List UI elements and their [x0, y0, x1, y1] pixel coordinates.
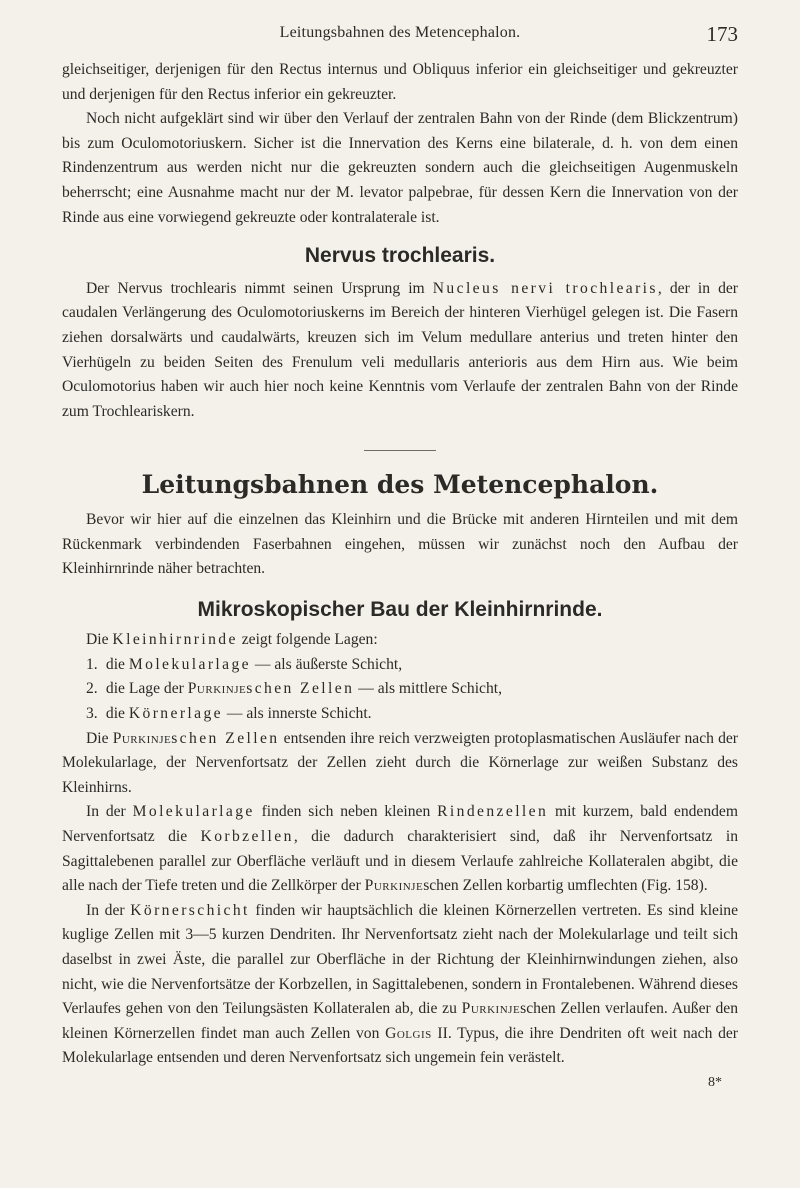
paragraph-continuation: gleichseitiger, derjenigen für den Rectus internus und Obliquus inferior ein gleichseitiger und gekreuzter und derjenigen für den Rectus inferior ein gekreuzter. — [62, 61, 738, 103]
text: die Lage der — [105, 680, 188, 698]
term: Rindenzellen — [437, 803, 549, 821]
paragraph-koernerschicht — [62, 899, 738, 1071]
term: schen Zellen — [171, 729, 280, 747]
term: Molekularlage — [132, 803, 255, 821]
text: II. Typus, die ihre Dendriten oft weit nach der Molekularlage entsenden und deren Nervenfortsatz sich ungemein fein verästelt. — [62, 1024, 739, 1067]
author-name: Golgis — [385, 1024, 432, 1042]
list-item — [62, 677, 738, 702]
author-name: Purkinje — [461, 1000, 521, 1018]
text: zeigt folgende Lagen: — [237, 631, 378, 649]
section-heading-nervus-trochlearis: Nervus trochlearis. — [304, 244, 496, 268]
text: Die — [86, 631, 113, 649]
paragraph-trochlearis — [62, 277, 738, 425]
text: mit kurzem, bald endendem Nervenfortsatz die — [62, 803, 738, 846]
text: entsenden ihre reich verzweigten protoplasmatischen Ausläufer nach der Molekularlage, der Nervenfortsatz der Zellen zieht durch die Körnerlage zur weißen Substanz des Kleinhirns. — [62, 729, 738, 796]
text: In der — [86, 901, 131, 919]
page-number: 173 — [706, 22, 738, 46]
term: Körnerschicht — [130, 901, 250, 919]
text: , der in der caudalen Verlängerung des Oculomotoriuskerns im Bereich der hinteren Vierhügel gelegen ist. Die Fasern ziehen dorsalwärts und caudalwärts, kreuzen sich im Velum medullare anterius und treten hinter den Vierhügeln zu beiden Seiten des Frenulum veli medullaris anterioris aus dem Hirn aus. Wie beim Oculomotorius haben wir auch hier noch keine Kenntnis vom Verlaufe der zentralen Bahn von der Rinde zum Trochleariskern. — [62, 279, 739, 420]
paragraph-molekularlage — [62, 800, 738, 898]
list-item — [62, 702, 738, 727]
section-heading-mikroskopischer-bau: Mikroskopischer Bau der Kleinhirnrinde. — [197, 597, 603, 621]
paragraph-zentrale-bahn: Noch nicht aufgeklärt sind wir über den Verlauf der zentralen Bahn von der Rinde (dem Blickzentrum) bis zum Oculomotoriuskern. Sicher ist die Innervation des Kerns eine bilaterale, d. h. von dem einen Rindenzentrum aus werden nicht nur die gekreuzten sondern auch die gleichseitigen Augenmuskeln beherrscht; eine Ausnahme macht nur der M. levator palpebrae, für dessen Kern die Innervation von der Rinde aus eine vorwiegend gekreuzte oder kontralaterale ist. — [62, 110, 738, 226]
text: finden sich neben kleinen — [254, 803, 438, 821]
running-head: Leitungsbahnen des Metencephalon. — [279, 24, 521, 41]
paragraph-lagen — [62, 628, 738, 653]
text: , die dadurch charakterisiert sind, daß ihr Nervenfortsatz in Sagittalebenen parallel zur Oberfläche verläuft und in diesem Verlaufe zahlreiche Kollateralen abgibt, die alle nach der Tiefe treten und die Zellkörper der — [62, 828, 738, 895]
text: Der Nervus trochlearis nimmt seinen Ursprung im — [86, 279, 433, 297]
author-name: Purkinje — [364, 877, 424, 895]
text: Die — [86, 729, 113, 747]
text: schen Zellen korbartig umflechten (Fig. 158). — [423, 877, 708, 895]
paragraph-intro: Bevor wir hier auf die einzelnen das Kleinhirn und die Brücke mit anderen Hirnteilen und mit dem Rückenmark verbindenden Faserbahnen eingehen, müssen wir zunächst noch den Aufbau der Kleinhirnrinde näher betrachten. — [62, 510, 738, 578]
term: Molekularlage — [128, 655, 251, 673]
text: die — [105, 705, 129, 723]
page-body — [62, 58, 738, 1096]
list-item — [62, 653, 738, 678]
text: finden wir hauptsächlich die kleinen Körnerzellen vertreten. Es sind kleine kuglige Zellen mit 3—5 kurzen Dendriten. Ihr Nervenfortsatz zieht nach der Molekularlage und teilt sich daselbst in zwei Äste, die parallel zur Oberfläche in der Richtung der Kleinhirnwindungen ziehen, also nicht, wie die Nervenfortsätze der Korbzellen, in Sagittalebenen, sondern in Frontalebenen. Während dieses Verlaufes gehen von den Teilungsästen Kollateralen ab, die zu — [62, 901, 738, 1018]
text: — als innerste Schicht. — [223, 705, 372, 723]
text: schen Zellen verlaufen. Außer den kleinen Körnerzellen findet man auch Zellen von — [62, 1000, 738, 1042]
term: Körnerlage — [128, 705, 223, 723]
text: — als mittlere Schicht, — [354, 680, 502, 698]
list-number: 1. — [86, 655, 98, 673]
author-name: Purkinje — [112, 729, 172, 747]
text: — als äußerste Schicht, — [251, 655, 403, 673]
text: In der — [86, 803, 133, 821]
term: schen Zellen — [246, 680, 355, 698]
page-header — [0, 22, 800, 52]
term: Korbzellen — [200, 828, 294, 846]
signature-mark: 8* — [708, 1074, 722, 1090]
term-kleinhirnrinde: Kleinhirnrinde — [112, 631, 238, 649]
section-divider — [364, 450, 436, 451]
author-name: Purkinje — [187, 680, 247, 698]
list-number: 3. — [86, 705, 98, 723]
list-number: 2. — [86, 680, 98, 698]
chapter-heading: Leitungsbahnen des Metencephalon. — [141, 470, 659, 500]
text: die — [105, 655, 129, 673]
term-nucleus: Nucleus nervi trochlearis — [432, 279, 658, 297]
paragraph-purkinje — [62, 727, 738, 801]
